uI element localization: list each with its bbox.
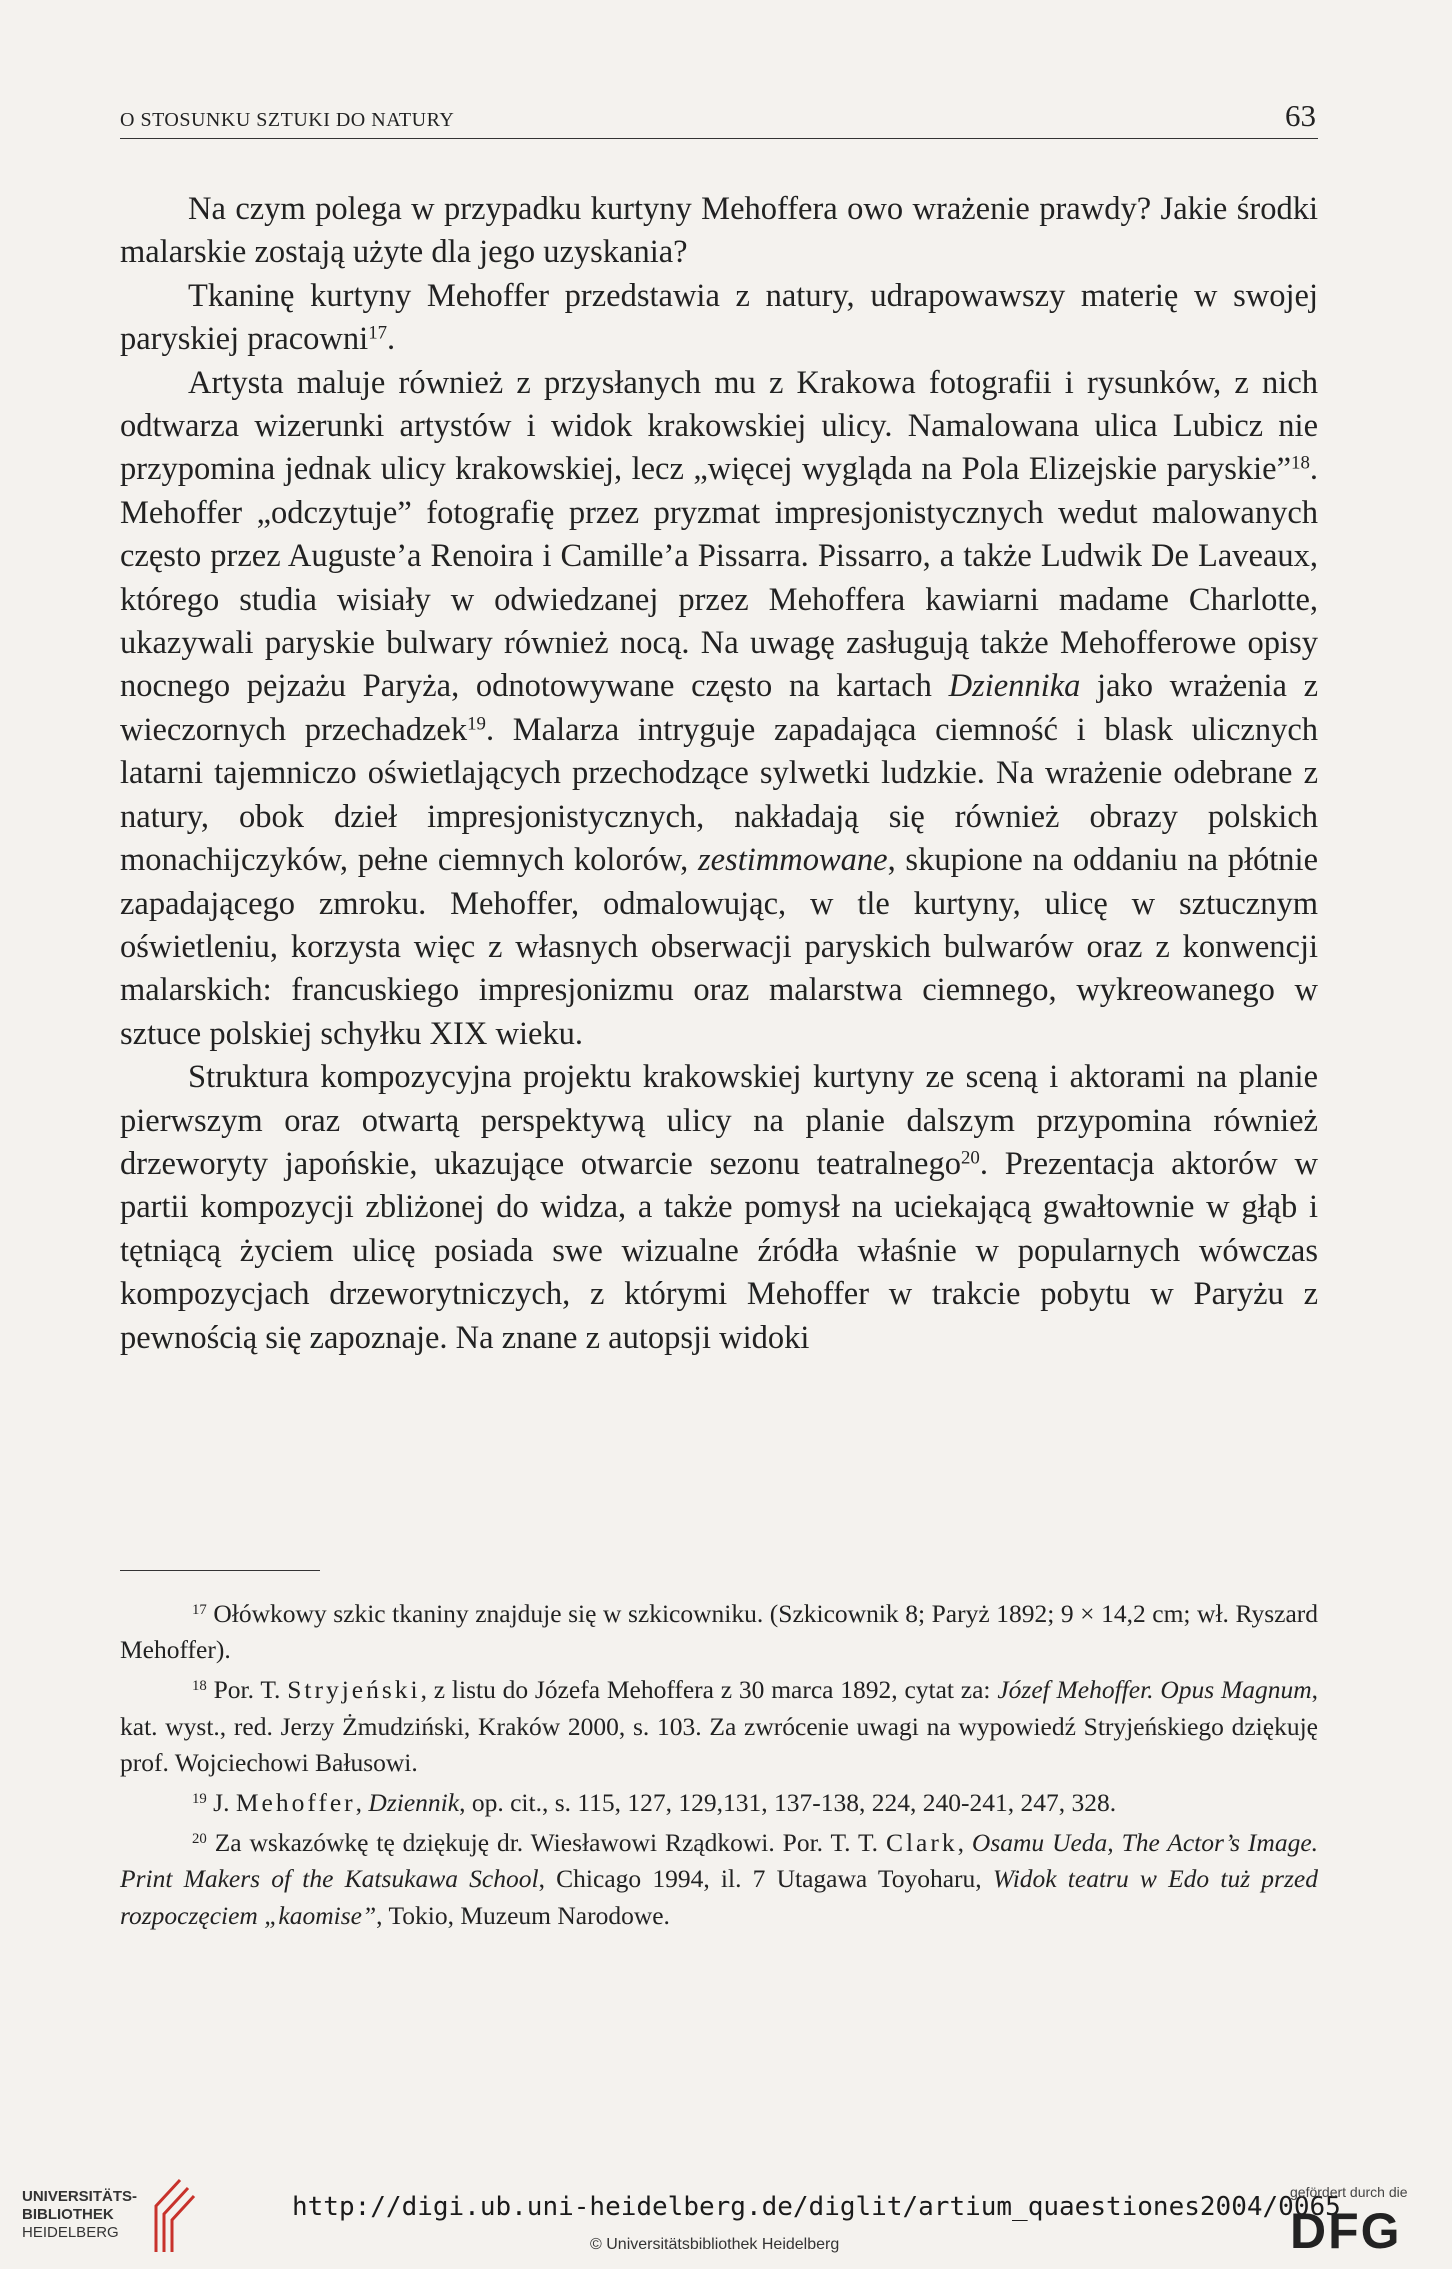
- footnote-text: ,: [355, 1788, 369, 1818]
- footnote-text: , kat. wyst., red. Jerzy Żmudziński, Kraków 2000, s. 103. Za zwrócenie uwagi na wypowiedź Stryjeńskiego dziękuję prof. Wojciechowi Bałusowi.: [120, 1675, 1319, 1777]
- footnote-19: [120, 1785, 1318, 1821]
- paragraph-2-text: Tkaninę kurtyny Mehoffer przedstawia z natury, udrapowawszy materię w swojej paryskiej pracowni: [120, 277, 1318, 358]
- footnote-author: Clark: [885, 1828, 958, 1858]
- digitization-footer: [0, 2168, 1452, 2269]
- running-header: [120, 98, 1318, 139]
- footnote-italic: Widok teatru w Edo tuż przed rozpoczęciem „kaomise”: [120, 1864, 1318, 1930]
- library-emblem-icon: [150, 2176, 196, 2256]
- footnote-italic: Józef Mehoffer. Opus Magnum: [997, 1675, 1312, 1705]
- main-text: [120, 188, 1318, 1360]
- italic-zestimmowane: zestimmowane: [697, 842, 888, 879]
- footnote-separator: [120, 1570, 320, 1571]
- library-name-line-1: UNIVERSITÄTS-: [22, 2188, 138, 2205]
- running-title: O STOSUNKU SZTUKI DO NATURY: [120, 109, 455, 131]
- footnote-18: [120, 1672, 1318, 1781]
- footnote-20: [120, 1825, 1318, 1934]
- footnote-text: Za wskazówkę tę dziękuję dr. Wiesławowi Rządkowi. Por. T. T.: [214, 1828, 886, 1858]
- paragraph-3: [120, 362, 1318, 1057]
- paragraph-4: [120, 1056, 1318, 1360]
- paragraph-3-part-b: . Mehoffer „odczytuje” fotografię przez pryzmat impresjonistycznych wedut malowanych często przez Auguste’a Renoira i Camille’a Pissarra. Pissarro, a także Ludwik De Laveaux, którego studia wisiały w odwiedzanej przez Mehoffera kawiarni madame Charlotte, ukazywali paryskie bulwary również nocą. Na uwagę zasługują także Mehofferowe opisy nocnego pejzażu Paryża, odnotowywane często na kartach: [120, 451, 1318, 705]
- footnote-text: ,: [957, 1828, 972, 1858]
- footnote-italic: Dziennik: [368, 1788, 460, 1818]
- paragraph-2: [120, 275, 1318, 362]
- footnote-text: J.: [213, 1788, 236, 1818]
- footnote-number: 20: [192, 1831, 207, 1848]
- paragraph-4-part-b: . Prezentacja aktorów w partii kompozycji zbliżonej do widza, a także pomysł na uciekającą gwałtownie w głąb i tętniącą życiem ulicę posiada swe wizualne źródła właśnie w popularnych wówczas kompozycjach drzeworytniczych, z którymi Mehoffer w trakcie pobytu w Paryżu z pewnością się zapoznaje. Na znane z autopsji widoki: [120, 1145, 1318, 1356]
- paragraph-1: Na czym polega w przypadku kurtyny Mehoffera owo wrażenie prawdy? Jakie środki malarskie zostają użyte dla jego uzyskania?: [120, 191, 1318, 271]
- library-name-line-3: HEIDELBERG: [22, 2224, 119, 2241]
- footnote-17: [120, 1596, 1318, 1668]
- footnote-ref-19: 19: [467, 713, 486, 735]
- paragraph-4-part-a: Struktura kompozycyjna projektu krakowskiej kurtyny ze sceną i aktorami na planie pierwszym oraz otwartą perspektywą ulicy na planie dalszym przypomina również drzeworyty japońskie, ukazujące otwarcie sezonu teatralnego: [120, 1059, 1318, 1182]
- footnote-number: 18: [192, 1678, 207, 1695]
- paragraph-3-part-a: Artysta maluje również z przysłanych mu z Krakowa fotografii i rysunków, z nich odtwarza wizerunki artystów i widok krakowskiej ulicy. Namalowana ulica Lubicz nie przypomina jednak ulicy krakowskiej, lecz „więcej wygląda na Pola Elizejskie paryskie”: [120, 364, 1318, 488]
- footnote-text: , z listu do Józefa Mehoffera z 30 marca 1892, cytat za:: [420, 1675, 998, 1705]
- footnote-text: , Tokio, Muzeum Narodowe.: [376, 1900, 670, 1930]
- footnote-text: Ołówkowy szkic tkaniny znajduje się w szkicowniku. (Szkicownik 8; Paryż 1892; 9 × 14,2 cm; wł. Ryszard Mehoffer).: [120, 1599, 1319, 1665]
- footnote-number: 19: [192, 1790, 207, 1807]
- footnote-number: 17: [192, 1601, 207, 1618]
- paragraph-3-part-e: , skupione na oddaniu na płótnie zapadającego zmroku. Mehoffer, odmalowując, w tle kurtyny, ulicę w sztucznym oświetleniu, korzysta więc z własnych obserwacji paryskich bulwarów oraz z konwencji malarskich: francuskiego impresjonizmu oraz malarstwa ciemnego, wykreowanego w sztuce polskiej schyłku XIX wieku.: [120, 842, 1318, 1052]
- footnote-text: , Chicago 1994, il. 7 Utagawa Toyoharu,: [538, 1864, 993, 1894]
- paragraph-3-part-c: jako wrażenia z wieczornych przechadzek: [120, 668, 1319, 748]
- footnote-author: Stryjeński: [287, 1675, 421, 1705]
- paragraph-3-part-d: . Malarza intryguje zapadająca ciemność i blask ulicznych latarni tajemniczo oświetlających przechodzące sylwetki ludzkie. Na wrażenie odebrane z natury, obok dzieł impresjonistycznych, nakładają się również obrazy polskich monachijczyków, pełne ciemnych kolorów,: [120, 711, 1318, 879]
- library-logo: [22, 2188, 137, 2242]
- dfg-logo: DFG: [1290, 2203, 1402, 2259]
- copyright-notice: © Universitätsbibliothek Heidelberg: [590, 2236, 840, 2253]
- library-name-line-2: BIBLIOTHEK: [22, 2206, 114, 2223]
- footnote-text: , op. cit., s. 115, 127, 129,131, 137-138, 224, 240-241, 247, 328.: [459, 1788, 1117, 1818]
- footnotes: [120, 1596, 1318, 1938]
- page-number: 63: [1285, 98, 1316, 133]
- footnote-ref-20: 20: [960, 1147, 980, 1169]
- footnote-ref-18: 18: [1291, 453, 1310, 475]
- footnote-text: Por. T.: [213, 1675, 288, 1705]
- footnote-ref-17: 17: [368, 322, 388, 344]
- footnote-author: Mehoffer: [235, 1788, 356, 1818]
- footnote-italic: Osamu Ueda, The Actor’s Image. Print Makers of the Katsukawa School: [120, 1828, 1319, 1894]
- source-url-link[interactable]: http://digi.ub.uni-heidelberg.de/diglit/artium_quaestiones2004/0065: [292, 2192, 1341, 2222]
- funding-note: gefördert durch die: [1290, 2184, 1408, 2200]
- paragraph-2-end: .: [387, 321, 396, 358]
- italic-dziennika: Dziennika: [948, 668, 1081, 705]
